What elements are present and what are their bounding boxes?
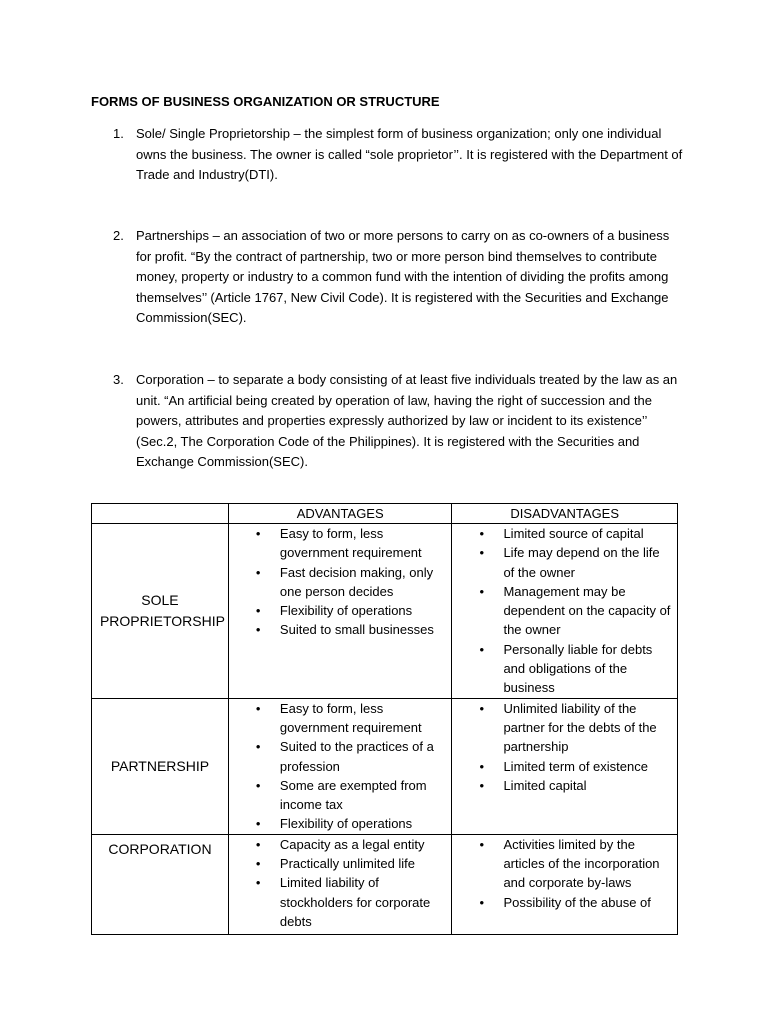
list-item: • Easy to form, less government requirement: [229, 699, 448, 738]
list-item: • Flexibility of operations: [229, 814, 448, 833]
disadvantages-cell: [452, 698, 678, 834]
advantages-cell: [228, 698, 452, 834]
row-label-text: CORPORATION: [108, 840, 212, 857]
row-label-partnership: [92, 698, 229, 834]
comparison-table: [91, 503, 678, 935]
list-item: • Suited to the practices of a profession: [229, 737, 448, 776]
list-item: • Limited liability of stockholders for corporate debts: [229, 873, 448, 931]
list-item-text: Partnerships – an association of two or more persons to carry on as co-owners of a business for profit. “By the contract of partnership, two or more person bind themselves to contribute money, property or industry to a common fund with the intention of dividing the profits among themselves’’ (Article 1767, New Civil Code). It is registered with the Securities and Exchange Commission(SEC).: [136, 228, 670, 325]
list-item: • Life may depend on the life of the owner: [452, 543, 673, 582]
page-title: FORMS OF BUSINESS ORGANIZATION OR STRUCTURE: [91, 94, 440, 109]
list-item: • Some are exempted from income tax: [229, 776, 448, 815]
table-header-advantages: ADVANTAGES: [228, 504, 452, 524]
list-item: • Limited term of existence: [452, 757, 673, 776]
disadvantages-cell: [452, 834, 678, 934]
list-item: • Possibility of the abuse of: [452, 893, 673, 912]
list-item: • Fast decision making, only one person decides: [229, 563, 448, 602]
advantages-cell: [228, 834, 452, 934]
advantages-cell: [228, 524, 452, 699]
list-item-text: Sole/ Single Proprietorship – the simplest form of business organization; only one individual owns the business. The owner is called “sole proprietor’’. It is registered with the Department of Trade and Industry(DTI).: [136, 126, 683, 182]
list-item: • Practically unlimited life: [229, 854, 448, 873]
list-item-number: 2.: [113, 228, 124, 243]
list-item: • Capacity as a legal entity: [229, 835, 448, 854]
list-item-text: Corporation – to separate a body consisting of at least five individuals treated by the law as an unit. “An artificial being created by operation of law, having the right of succession and the powers, attributes and properties expressly authorized by law or incident to its existence’’ (Sec.2, The Corporation Code of the Philippines). It is registered with the Securities and Exchange Commission(SEC).: [136, 372, 678, 469]
list-item: • Flexibility of operations: [229, 601, 448, 620]
list-item-number: 1.: [113, 126, 124, 141]
table-header-blank: [92, 504, 229, 524]
row-label-text: SOLE PROPRIETORSHIP: [99, 591, 225, 629]
list-item: • Limited capital: [452, 776, 673, 795]
list-item: • Management may be dependent on the capacity of the owner: [452, 582, 673, 640]
table-row: [92, 524, 678, 699]
table-row: [92, 834, 678, 934]
list-item: [113, 226, 683, 329]
list-item-number: 3.: [113, 372, 124, 387]
list-item: • Suited to small businesses: [229, 620, 448, 639]
list-item: • Personally liable for debts and obligations of the business: [452, 640, 673, 698]
list-item: • Easy to form, less government requirement: [229, 524, 448, 563]
disadvantages-cell: [452, 524, 678, 699]
list-item: • Limited source of capital: [452, 524, 673, 543]
row-label-sole-proprietorship: [92, 524, 229, 699]
list-item: • Activities limited by the articles of the incorporation and corporate by-laws: [452, 835, 673, 893]
table-row: [92, 698, 678, 834]
table-header-row: [92, 504, 678, 524]
list-item: [113, 370, 683, 473]
row-label-text: PARTNERSHIP: [110, 757, 210, 774]
list-item: [113, 124, 683, 186]
table-header-disadvantages: DISADVANTAGES: [452, 504, 678, 524]
list-item: • Unlimited liability of the partner for the debts of the partnership: [452, 699, 673, 757]
row-label-corporation: [92, 834, 229, 934]
